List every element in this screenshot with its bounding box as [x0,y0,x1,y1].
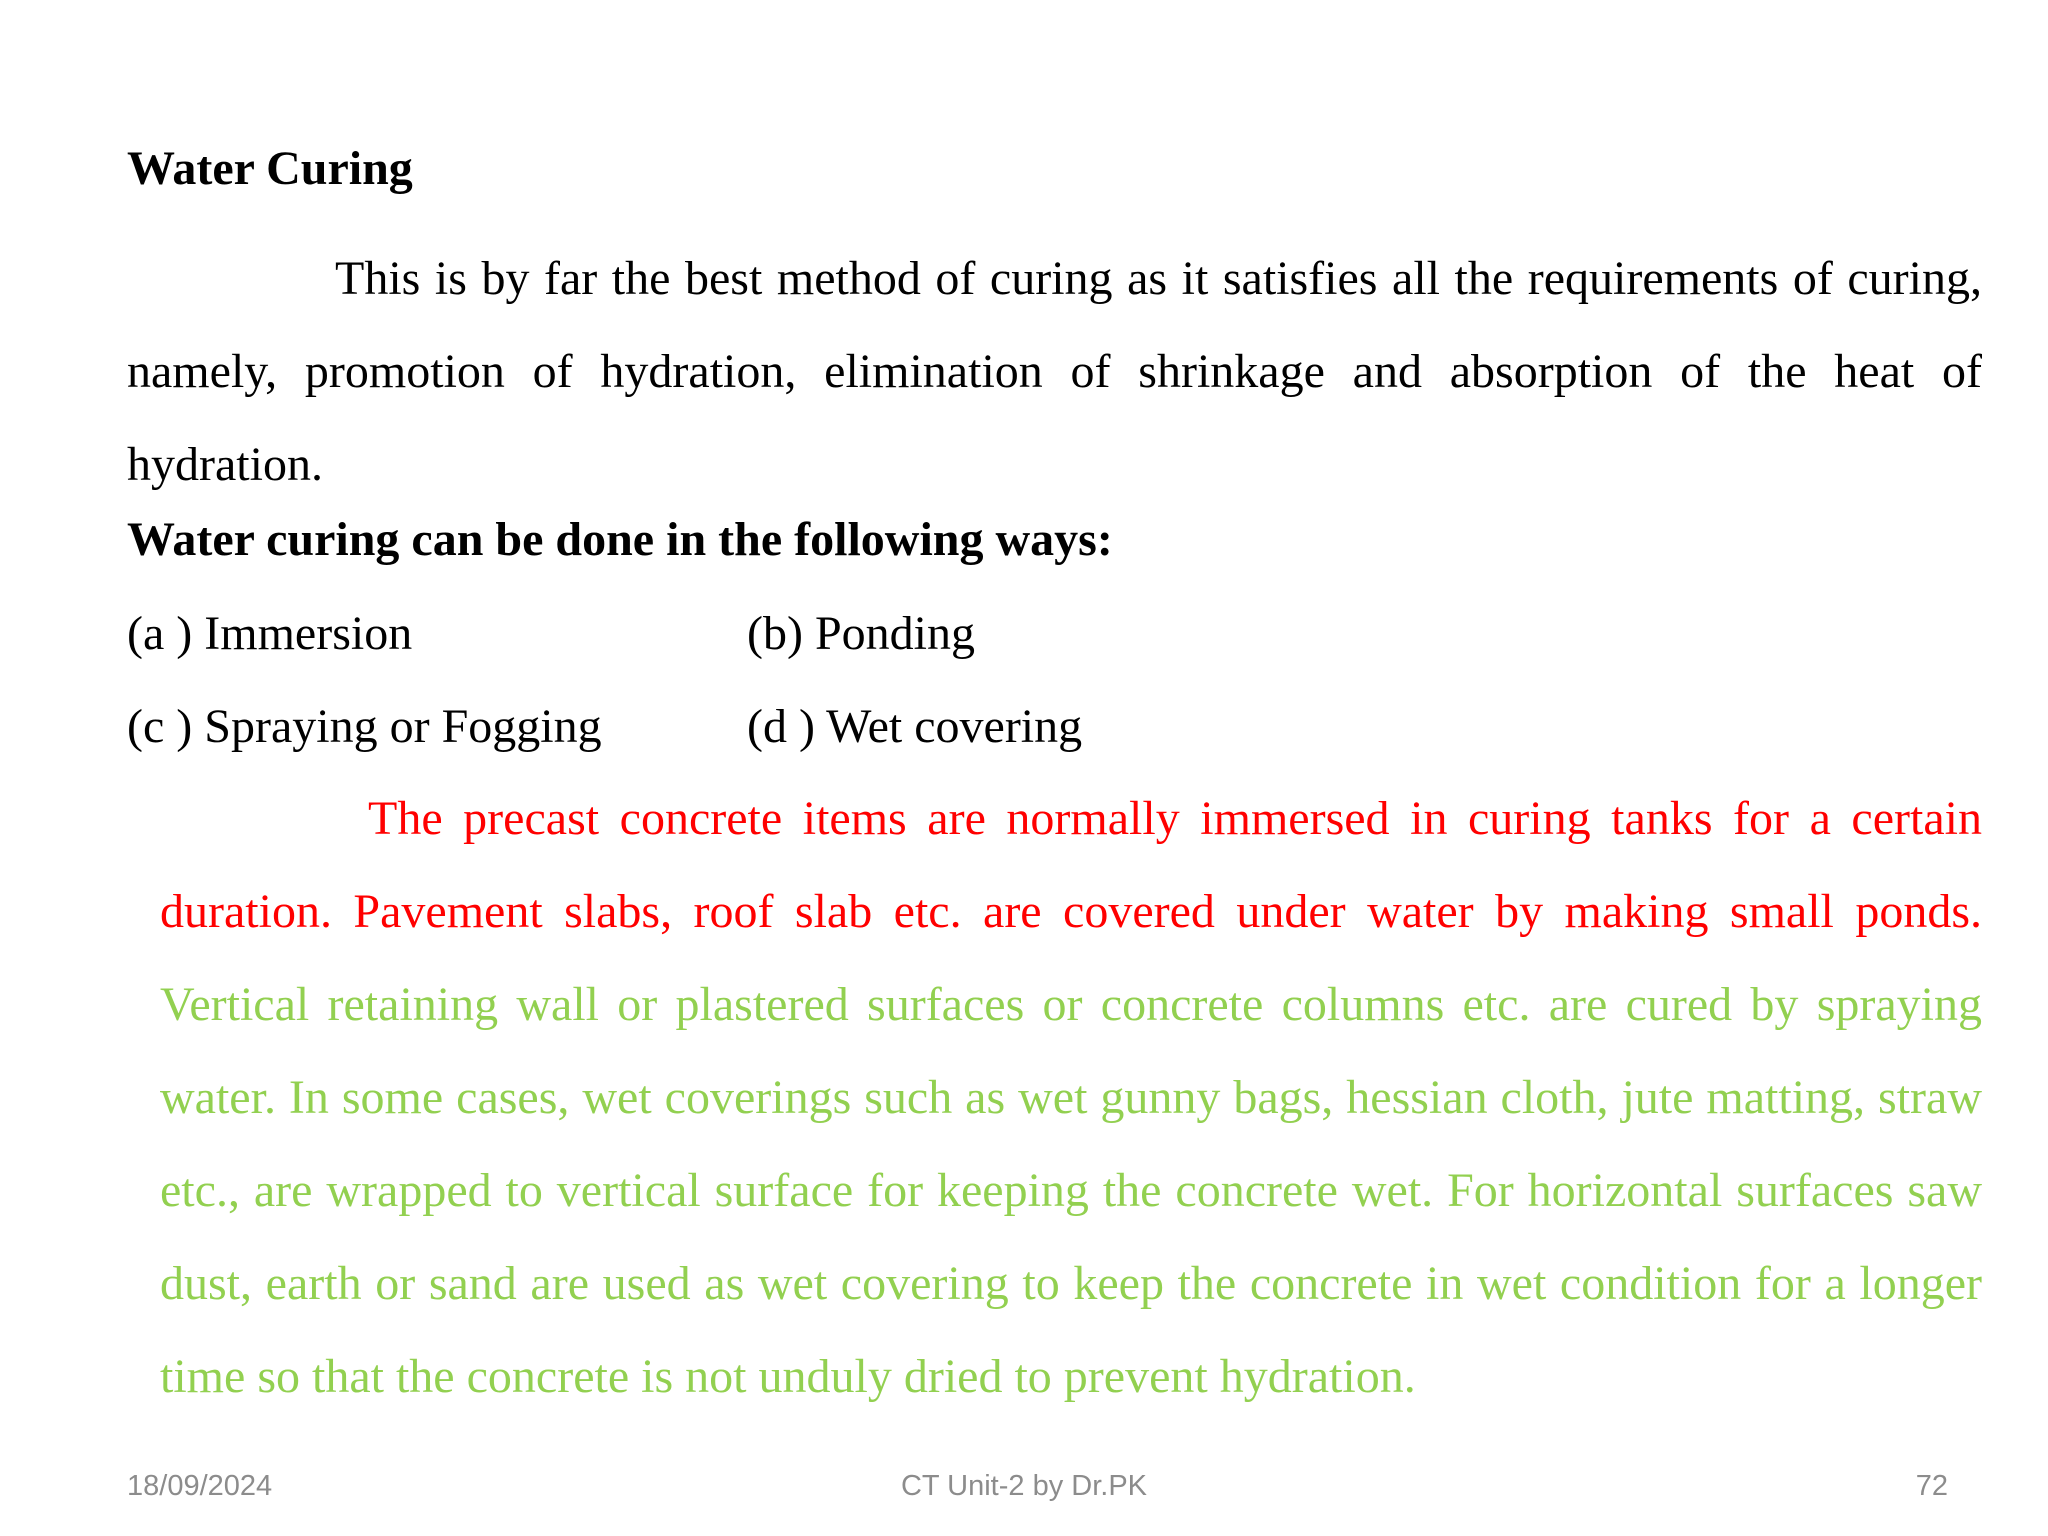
way-ponding: (b) Ponding [747,607,975,660]
slide-heading: Water Curing [127,142,413,195]
details-green-text: Vertical retaining wall or plastered surfaces or concrete columns etc. are cured by spraying water. In some cases, wet coverings such as wet gunny bags, hessian cloth, jute matting, straw etc., are wrapped to vertical surface for keeping the concrete wet. For horizontal surfaces saw dust, earth or sand are used as wet covering to keep the concrete in wet condition for a longer time so that the concrete is not unduly dried to prevent hydration. [160,978,1982,1403]
ways-row-1 [127,605,1427,698]
ways-subheading: Water curing can be done in the following ways: [127,513,1113,566]
way-immersion: (a ) Immersion [127,607,413,660]
ways-list [127,605,1427,791]
details-red-text: The precast concrete items are normally immersed in curing tanks for a certain duration. Pavement slabs, roof slab etc. are covered under water by making small ponds. [160,792,1982,938]
footer-page-number: 72 [1915,1470,1948,1502]
intro-paragraph: This is by far the best method of curing as it satisfies all the requirements of curing, namely, promotion of hydration, elimination of shrinkage and absorption of the heat of hydration. [127,252,1982,491]
footer-date: 18/09/2024 [127,1470,273,1502]
way-wet-covering: (d ) Wet covering [747,700,1083,753]
footer-title: CT Unit-2 by Dr.PK [900,1470,1148,1502]
way-spraying: (c ) Spraying or Fogging [127,700,602,753]
details-paragraph [160,772,1982,1423]
